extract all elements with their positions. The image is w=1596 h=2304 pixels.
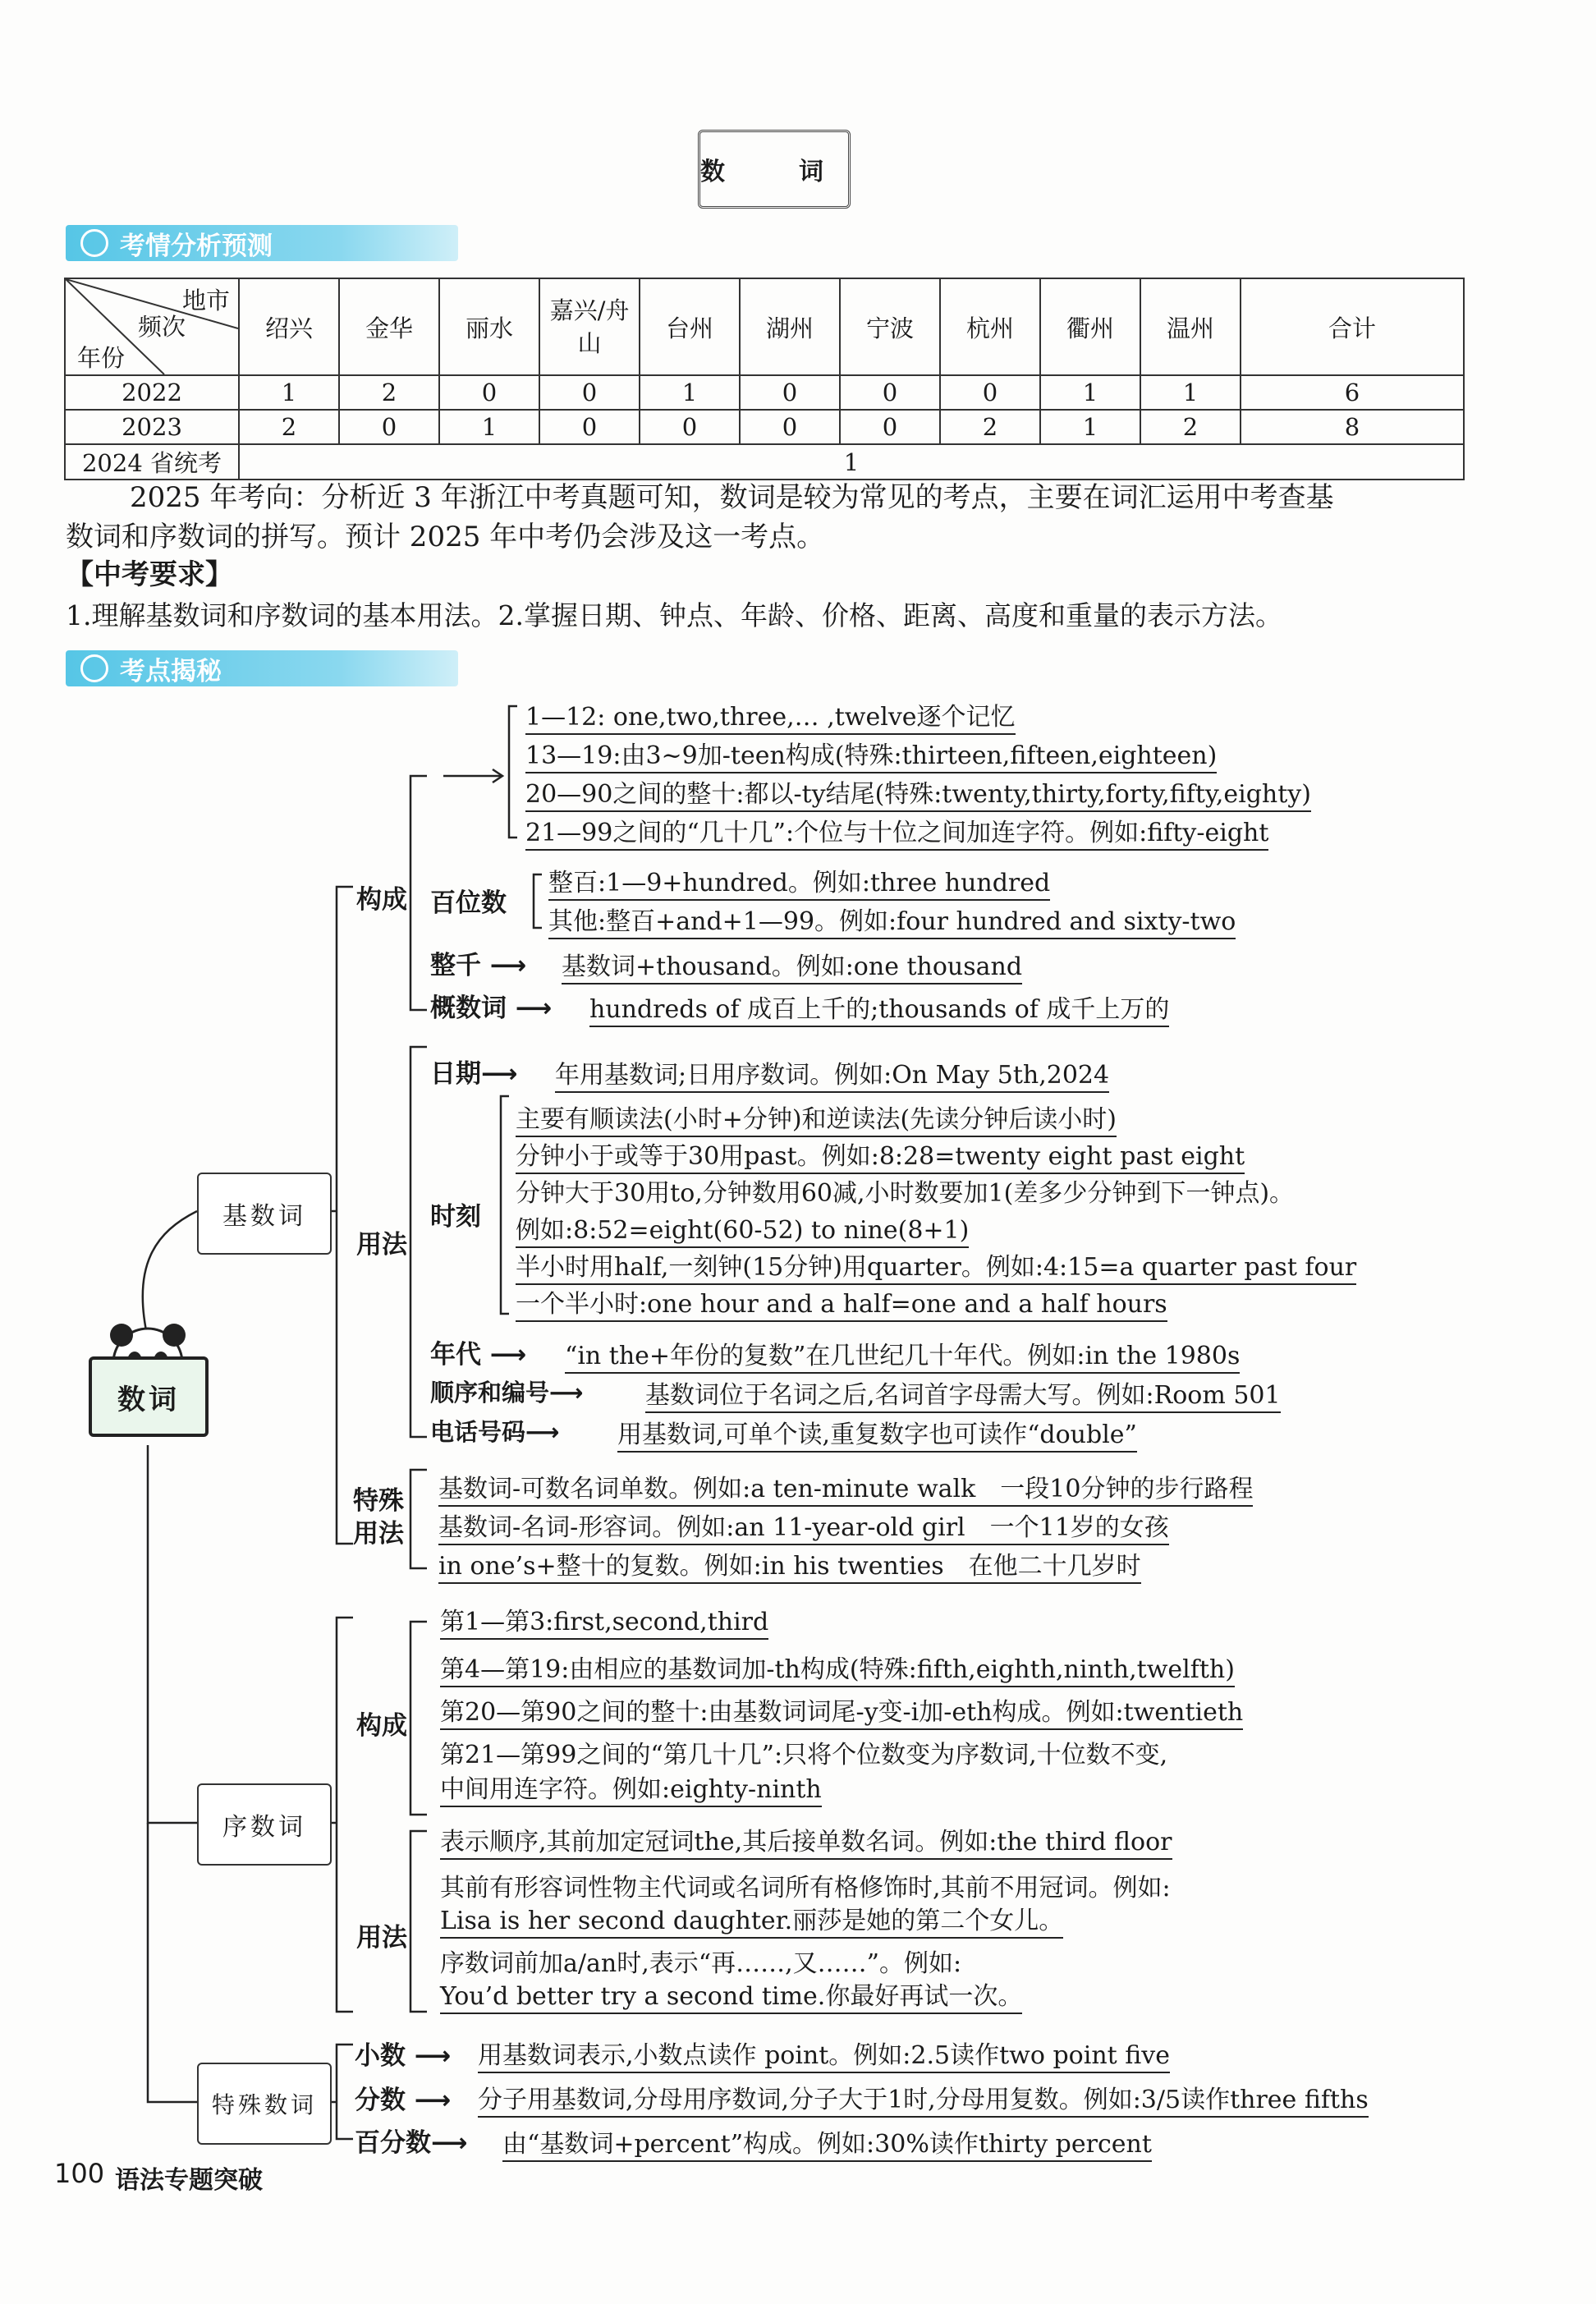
time-item [516,1136,1245,1172]
column-header: 宁波 [840,278,940,375]
label-hundreds: 百位数 [430,888,507,918]
table-merged-cell: 1 [239,444,1464,480]
table-cell: 1 [1140,375,1241,410]
thousand-text [562,946,1022,982]
form-item [525,773,1311,810]
column-header: 嘉兴/舟山 [539,278,640,375]
ordinal-use-text: Lisa is her second daughter.丽莎是她的第二个女儿。 [440,1907,1063,1939]
column-header: 金华 [339,278,439,375]
special-use-text: 基数词-可数名词单数。例如:a ten-minute walk 一段10分钟的步行路程 [438,1475,1253,1507]
approx-text [589,989,1169,1025]
table-cell: 8 [1241,410,1464,444]
hundreds-item [548,901,1236,937]
label-approx [430,987,552,1024]
hundreds-item [548,862,1050,898]
label-order [430,1375,584,1408]
approx-text-value: hundreds of 成百上千的;thousands of 成千上万的 [589,995,1169,1027]
hundreds-item-text: 其他:整百+and+1—99。例如:four hundred and sixty-two [548,907,1236,939]
ordinal-form-text: 中间用连字符。例如:eighty-ninth [440,1775,822,1807]
arrow-right-icon: ⟶ [489,951,527,980]
ordinal-form-item [440,1734,1167,1770]
phone-text-value: 用基数词,可单个读,重复数字也可读作“double” [617,1420,1137,1453]
fraction-text-value: 分子用基数词,分母用序数词,分子大于1时,分母用复数。例如:3/5读作three fifths [478,2086,1369,2118]
table-cell: 1 [239,375,339,410]
arrow-right-icon: ⟶ [525,1418,560,1446]
phone-text [617,1414,1137,1450]
column-header: 杭州 [940,278,1040,375]
ordinal-use-item [440,1867,1171,1903]
order-text [645,1375,1281,1411]
arrow-right-icon: ⟶ [414,2041,452,2071]
approx-label-text: 概数词 [430,994,507,1023]
time-item-text: 主要有顺读法(小时+分钟)和逆读法(先读分钟后读小时) [516,1105,1117,1137]
decimal-label-text: 小数 [355,2041,406,2071]
special-use-item [438,1545,1141,1581]
ordinal-use-item [440,1943,961,1979]
form-item-text: 21—99之间的“几十几”:个位与十位之间加连字符。例如:fifty-eight [525,819,1268,851]
row-year: 2024 省统考 [65,444,239,480]
table-cell: 0 [840,375,940,410]
ordinal-use-text: 表示顺序,其前加定冠词the,其后接单数名词。例如:the third floor [440,1828,1172,1860]
label-phone [430,1414,560,1448]
row-year: 2023 [65,410,239,444]
form-item-text: 1—12: one,two,three,… ,twelve逐个记忆 [525,703,1016,735]
label-fraction [355,2079,451,2116]
ordinal-form-text: 第20—第90之间的整十:由基数词词尾-y变-i加-eth构成。例如:twentieth [440,1698,1243,1730]
table-cell: 6 [1241,375,1464,410]
table-cell: 0 [740,375,840,410]
time-item [516,1209,969,1246]
order-label-text: 顺序和编号 [430,1379,550,1407]
label-cardinal-form: 构成 [356,885,407,915]
table-cell: 2 [339,375,439,410]
thousand-text-value: 基数词+thousand。例如:one thousand [562,952,1022,984]
special-use-text: 基数词-名词-形容词。例如:an 11-year-old girl 一个11岁的女孩 [438,1513,1169,1545]
decade-label-text: 年代 [430,1340,481,1370]
banner-label: 考情分析预测 [120,231,273,261]
table-cell: 0 [740,410,840,444]
table-cell: 1 [640,375,740,410]
requirements-heading: 【中考要求】 [66,558,233,591]
label-ordinal-use: 用法 [356,1923,407,1953]
corner-frequency: 频次 [138,313,186,341]
time-item-text: 例如:8:52=eight(60-52) to nine(8+1) [516,1216,969,1248]
ordinal-form-text: 第4—第19:由相应的基数词加-th构成(特殊:fifth,eighth,ninth,twelfth) [440,1655,1235,1687]
decimal-text-value: 用基数词表示,小数点读作 point。例如:2.5读作two point five [478,2041,1170,2073]
forecast-line: 2025 年考向：分析近 3 年浙江中考真题可知，数词是较为常见的考点，主要在词汇运用中考查基 [130,481,1334,514]
date-label-text: 日期 [430,1059,481,1089]
decade-text [565,1335,1240,1371]
ordinal-form-item [440,1649,1235,1685]
phone-label-text: 电话号码 [430,1418,526,1446]
ordinal-use-item [440,1900,1063,1936]
time-item [516,1099,1117,1135]
form-item-text: 13—19:由3~9加-teen构成(特殊:thirteen,fifteen,eighteen) [525,741,1217,773]
percent-text [502,2123,1152,2159]
time-item [516,1246,1356,1283]
ordinal-form-item [440,1691,1243,1728]
row-year: 2022 [65,375,239,410]
table-cell: 0 [539,375,640,410]
node-special-numerals: 特殊数词 [197,2063,332,2145]
footer-title: 语法专题突破 [115,2166,263,2195]
ordinal-form-text: 第21—第99之间的“第几十几”:只将个位数变为序数词,十位数不变, [440,1741,1168,1769]
table-cell: 0 [640,410,740,444]
form-item [525,735,1217,771]
arrow-right-icon: ⟶ [414,2086,452,2115]
time-item [516,1283,1167,1320]
page-number: 100 [54,2158,105,2189]
forecast-line: 数词和序数词的拼写。预计 2025 年中考仍会涉及这一考点。 [66,521,825,553]
fraction-label-text: 分数 [355,2086,406,2115]
column-header: 丽水 [439,278,539,375]
node-ordinal: 序数词 [197,1783,332,1866]
ordinal-use-item [440,1976,1022,2012]
root-node: 数词 [89,1356,209,1437]
time-item-text: 分钟大于30用to,分钟数用60减,小时数要加1(差多少分钟到下一钟点)。 [516,1179,1295,1208]
table-cell: 0 [840,410,940,444]
table-cell: 0 [940,375,1040,410]
label-cardinal-use: 用法 [356,1230,407,1260]
fraction-text [478,2079,1369,2115]
label-ordinal-form: 构成 [356,1711,407,1741]
order-text-value: 基数词位于名词之后,名词首字母需大写。例如:Room 501 [645,1381,1281,1413]
column-header: 温州 [1140,278,1241,375]
arrow-right-icon: ⟶ [481,1059,518,1089]
table-cell: 2 [940,410,1040,444]
table-cell: 0 [339,410,439,444]
requirements-text: 1.理解基数词和序数词的基本用法。2.掌握日期、钟点、年龄、价格、距离、高度和重量的表示方法。 [66,599,1282,631]
column-header: 台州 [640,278,740,375]
special-use-text: in one’s+整十的复数。例如:in his twenties 在他二十几岁时 [438,1552,1141,1584]
table-cell: 1 [439,410,539,444]
table-cell: 1 [1040,410,1140,444]
ordinal-use-item [440,1821,1172,1857]
decade-text-value: “in the+年份的复数”在几世纪几十年代。例如:in the 1980s [565,1342,1240,1374]
ordinal-use-text: 其前有形容词性物主代词或名词所有格修饰时,其前不用冠词。例如: [440,1874,1171,1902]
time-item-text: 半小时用half,一刻钟(15分钟)用quarter。例如:4:15=a quarter past four [516,1253,1356,1285]
corner-city: 地市 [181,287,230,314]
label-decimal [355,2035,451,2072]
label-time: 时刻 [430,1202,481,1232]
table-cell: 1 [1040,375,1140,410]
label-date [430,1053,517,1090]
hundreds-item-text: 整百:1—9+hundred。例如:three hundred [548,869,1050,901]
label-percent [355,2122,467,2159]
label-special-use: 特殊用法 [353,1486,404,1549]
arrow-right-icon: ⟶ [489,1340,527,1370]
arrow-right-icon: ⟶ [515,994,553,1023]
table-cell: 0 [439,375,539,410]
special-use-item [438,1507,1169,1543]
percent-text-value: 由“基数词+percent”构成。例如:30%读作thirty percent [502,2130,1152,2162]
label-thousand [430,944,526,981]
ordinal-form-text: 第1—第3:first,second,third [440,1608,768,1640]
ordinal-use-text: You’d better try a second time.你最好再试一次。 [440,1982,1022,2014]
time-item-text: 分钟小于或等于30用past。例如:8:28=twenty eight past eight [516,1142,1245,1174]
thousand-label-text: 整千 [430,951,481,980]
arrow-right-icon: ⟶ [549,1379,584,1407]
column-header: 衢州 [1040,278,1140,375]
table-cell: 2 [1140,410,1241,444]
special-use-item [438,1468,1253,1504]
form-item [525,696,1016,732]
percent-label-text: 百分数 [355,2128,431,2158]
node-cardinal: 基数词 [197,1173,332,1255]
arrow-right-icon: ⟶ [431,2128,468,2158]
table-cell: 2 [239,410,339,444]
column-header: 湖州 [740,278,840,375]
date-text [555,1054,1109,1090]
decimal-text [478,2035,1170,2071]
form-item-text: 20—90之间的整十:都以-ty结尾(特殊:twenty,thirty,forty,fifty,eighty) [525,780,1311,812]
table-cell: 0 [539,410,640,444]
label-decade [430,1333,526,1370]
form-item [525,812,1268,848]
date-text-value: 年用基数词;日用序数词。例如:On May 5th,2024 [555,1061,1109,1093]
ordinal-form-item [440,1601,768,1637]
ordinal-use-text: 序数词前加a/an时,表示“再……,又……”。例如: [440,1949,962,1978]
time-item-text: 一个半小时:one hour and a half=one and a half hours [516,1290,1167,1322]
column-header: 合计 [1241,278,1464,375]
banner-label: 考点揭秘 [120,656,222,686]
corner-year: 年份 [77,344,126,372]
time-item [516,1173,1294,1209]
ordinal-form-item [440,1769,822,1805]
column-header: 绍兴 [239,278,339,375]
page-title: 数 词 [698,130,851,209]
